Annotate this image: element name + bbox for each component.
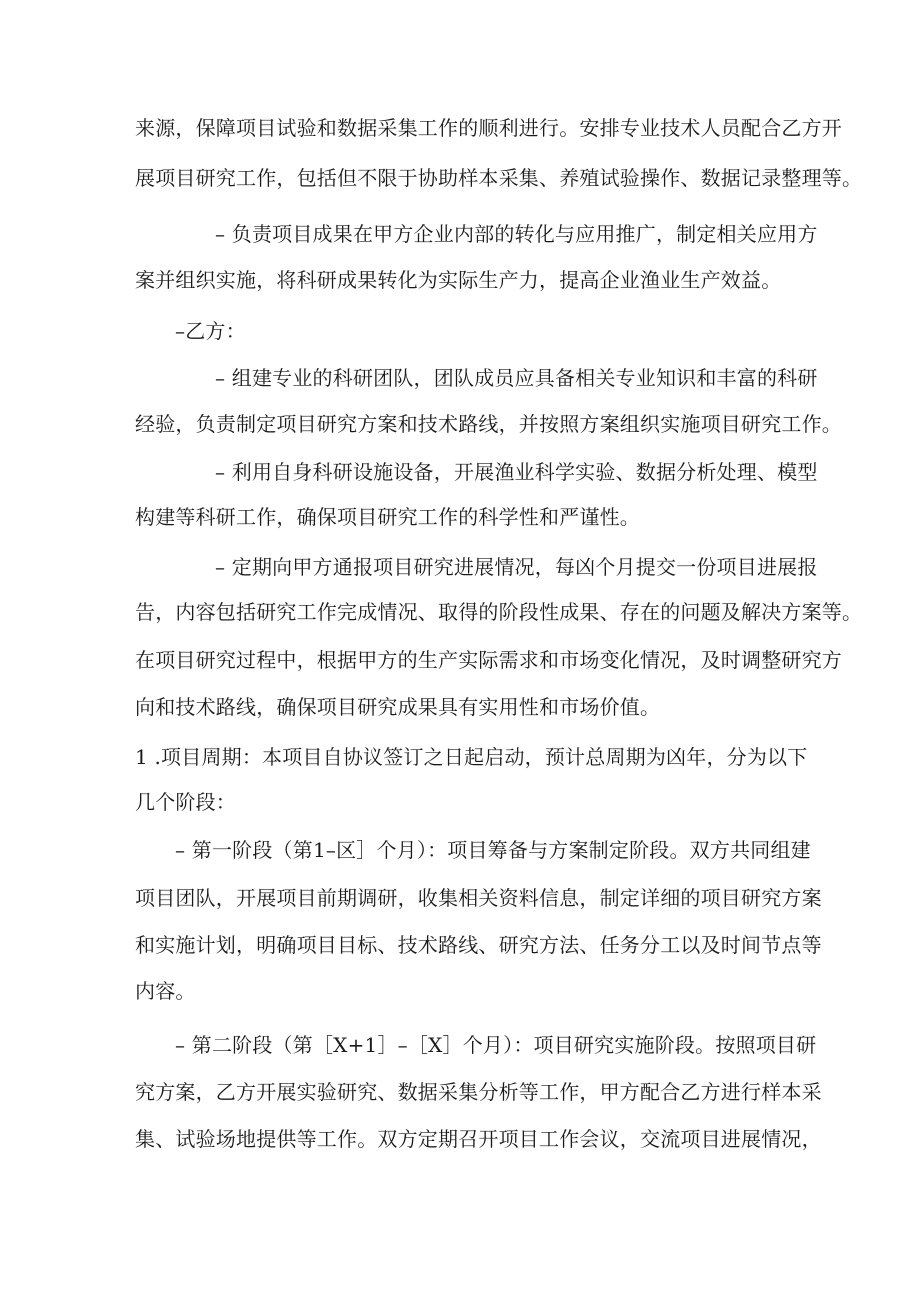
list-item-line: – 组建专业的科研团队，团队成员应具备相关专业知识和丰富的科研: [215, 366, 818, 390]
list-item-line: – 负责项目成果在甲方企业内部的转化与应用推广，制定相关应用方: [215, 222, 818, 246]
paragraph-line: 几个阶段：: [135, 790, 236, 814]
paragraph-line: 告，内容包括研究工作完成情况、取得的阶段性成果、存在的问题及解决方案等。: [135, 600, 863, 624]
paragraph-line: 究方案，乙方开展实验研究、数据采集分析等工作，甲方配合乙方进行样本采: [135, 1080, 822, 1104]
paragraph-line: 展项目研究工作，包括但不限于协助样本采集、养殖试验操作、数据记录整理等。: [135, 166, 863, 190]
list-item-line: – 利用自身科研设施设备，开展渔业科学实验、数据分析处理、模型: [215, 460, 818, 484]
paragraph-line: 内容。: [135, 979, 196, 1003]
paragraph-line: 项目团队，开展项目前期调研，收集相关资料信息，制定详细的项目研究方案: [135, 886, 822, 910]
paragraph-line: 和实施计划，明确项目目标、技术路线、研究方法、任务分工以及时间节点等: [135, 933, 822, 957]
list-item-line: – 第一阶段（第1–区］个月）：项目筹备与方案制定阶段。双方共同组建: [175, 838, 811, 862]
paragraph-line: 来源，保障项目试验和数据采集工作的顺利进行。安排专业技术人员配合乙方开: [135, 116, 842, 140]
paragraph-line: 在项目研究过程中，根据甲方的生产实际需求和市场变化情况，及时调整研究方: [135, 648, 842, 672]
paragraph-line: 构建等科研工作，确保项目研究工作的科学性和严谨性。: [135, 505, 640, 529]
list-item-line: – 第二阶段（第［X+1］–［X］个月）：项目研究实施阶段。按照项目研: [175, 1033, 817, 1057]
paragraph-line: 案并组织实施，将科研成果转化为实际生产力，提高企业渔业生产效益。: [135, 268, 782, 292]
paragraph-line: 集、试验场地提供等工作。双方定期召开项目工作会议，交流项目进展情况，: [135, 1127, 822, 1151]
section-label: –乙方：: [175, 319, 246, 343]
list-item-line: – 定期向甲方通报项目研究进展情况，每凶个月提交一份项目进展报: [215, 555, 818, 579]
numbered-item-line: 1 .项目周期：本项目自协议签订之日起启动，预计总周期为凶年，分为以下: [135, 745, 808, 769]
paragraph-line: 经验，负责制定项目研究方案和技术路线，并按照方案组织实施项目研究工作。: [135, 412, 842, 436]
paragraph-line: 向和技术路线，确保项目研究成果具有实用性和市场价值。: [135, 695, 661, 719]
